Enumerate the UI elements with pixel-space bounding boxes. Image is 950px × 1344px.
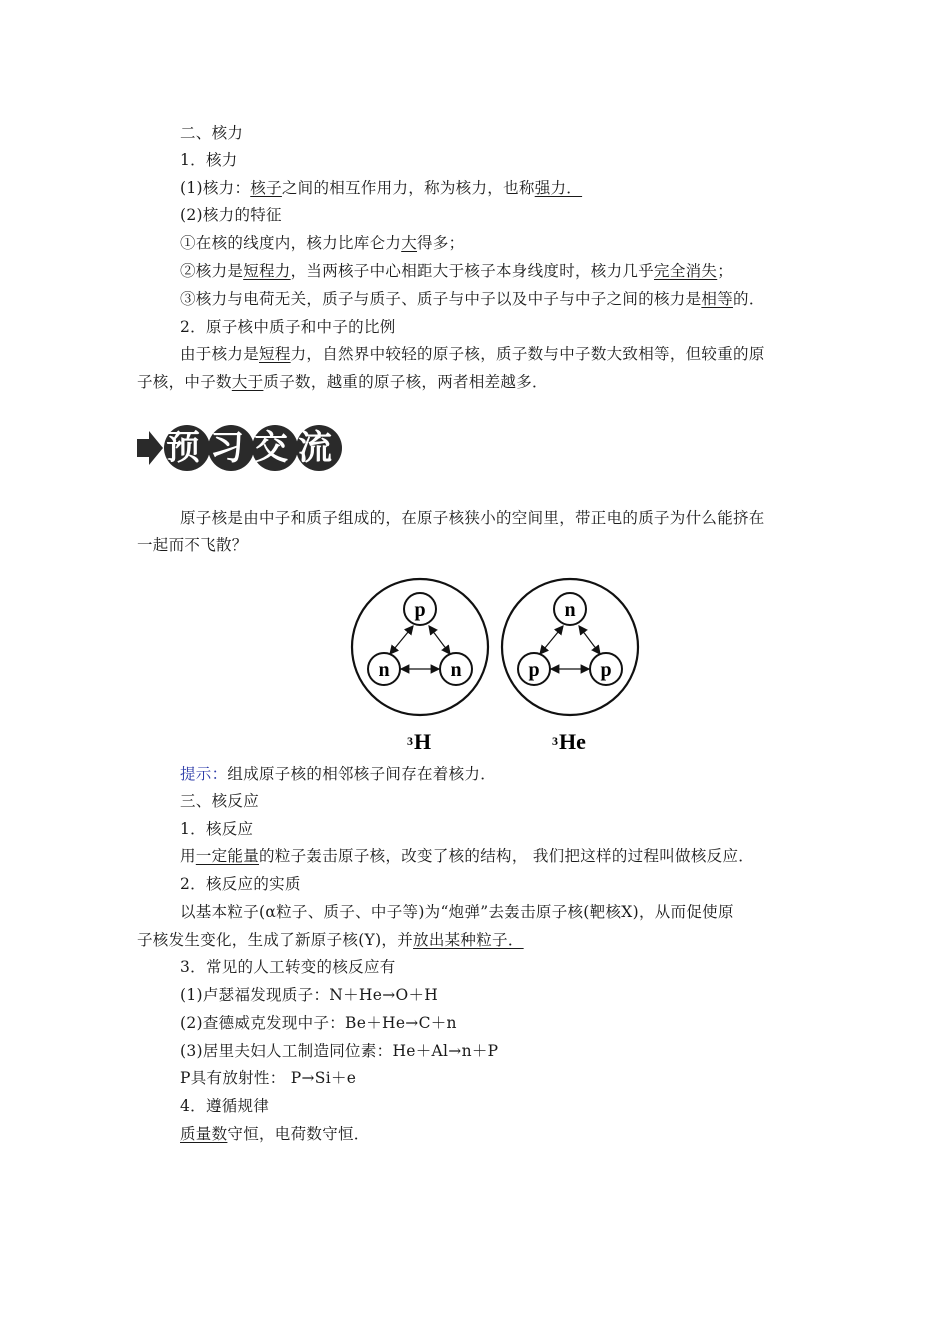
nucleus-right <box>502 579 638 754</box>
section-heading: 三、核反应 <box>180 792 260 810</box>
svg-text:n: n <box>450 659 462 681</box>
subheading: 1．核反应 <box>180 820 254 838</box>
subheading: 3．常见的人工转变的核反应有 <box>180 958 396 976</box>
section-banner <box>137 423 357 473</box>
reaction: (1)卢瑟福发现质子：N＋He→O＋H <box>180 986 439 1004</box>
paragraph: 子核发生变化，生成了新原子核(Y)，并放出某种粒子． <box>137 931 524 949</box>
svg-text:He: He <box>559 729 586 754</box>
subheading: 4．遵循规律 <box>180 1097 270 1115</box>
banner-title: 预习交流 <box>166 428 342 468</box>
reaction: P具有放射性： P→Si＋e <box>180 1069 357 1087</box>
svg-text:n: n <box>564 599 576 621</box>
svg-text:3: 3 <box>552 734 558 748</box>
svg-text:p: p <box>414 599 426 621</box>
svg-text:p: p <box>528 659 540 681</box>
hint: 提示：组成原子核的相邻核子间存在着核力． <box>180 765 497 783</box>
paragraph: (2)核力的特征 <box>180 206 282 224</box>
paragraph: ①在核的线度内，核力比库仑力大得多； <box>180 234 465 252</box>
svg-text:n: n <box>378 659 390 681</box>
subheading: 2．原子核中质子和中子的比例 <box>180 318 396 336</box>
paragraph: (1)核力：核子之间的相互作用力，称为核力，也称强力． <box>180 179 583 197</box>
paragraph: 质量数守恒，电荷数守恒． <box>180 1125 370 1143</box>
reaction: (2)查德威克发现中子：Be＋He→C＋n <box>180 1014 457 1032</box>
svg-text:H: H <box>414 729 432 754</box>
question: 一起而不飞散？ <box>137 536 248 554</box>
paragraph: ③核力与电荷无关，质子与质子、质子与中子以及中子与中子之间的核力是相等的． <box>180 290 765 308</box>
section-heading: 二、核力 <box>180 124 244 142</box>
subheading: 1．核力 <box>180 151 238 169</box>
paragraph: 由于核力是短程力，自然界中较轻的原子核，质子数与中子数大致相等，但较重的原 <box>180 345 765 363</box>
subheading: 2．核反应的实质 <box>180 875 301 893</box>
paragraph: 子核，中子数大于质子数，越重的原子核，两者相差越多． <box>137 373 548 391</box>
svg-text:3: 3 <box>407 734 413 748</box>
reaction: (3)居里夫妇人工制造同位素：He＋Al→n＋P <box>180 1042 499 1060</box>
paragraph: 以基本粒子(α粒子、质子、中子等)为“炮弹”去轰击原子核(靶核X)，从而促使原 <box>180 903 734 921</box>
nucleus-figure <box>345 577 645 757</box>
hint-label: 提示： <box>180 765 228 783</box>
paragraph: ②核力是短程力，当两核子中心相距大于核子本身线度时，核力几乎完全消失； <box>180 262 734 280</box>
nucleus-left <box>352 579 488 754</box>
svg-text:p: p <box>600 659 612 681</box>
question: 原子核是由中子和质子组成的，在原子核狭小的空间里，带正电的质子为什么能挤在 <box>180 509 765 527</box>
paragraph: 用一定能量的粒子轰击原子核，改变了核的结构， 我们把这样的过程叫做核反应． <box>180 847 755 865</box>
